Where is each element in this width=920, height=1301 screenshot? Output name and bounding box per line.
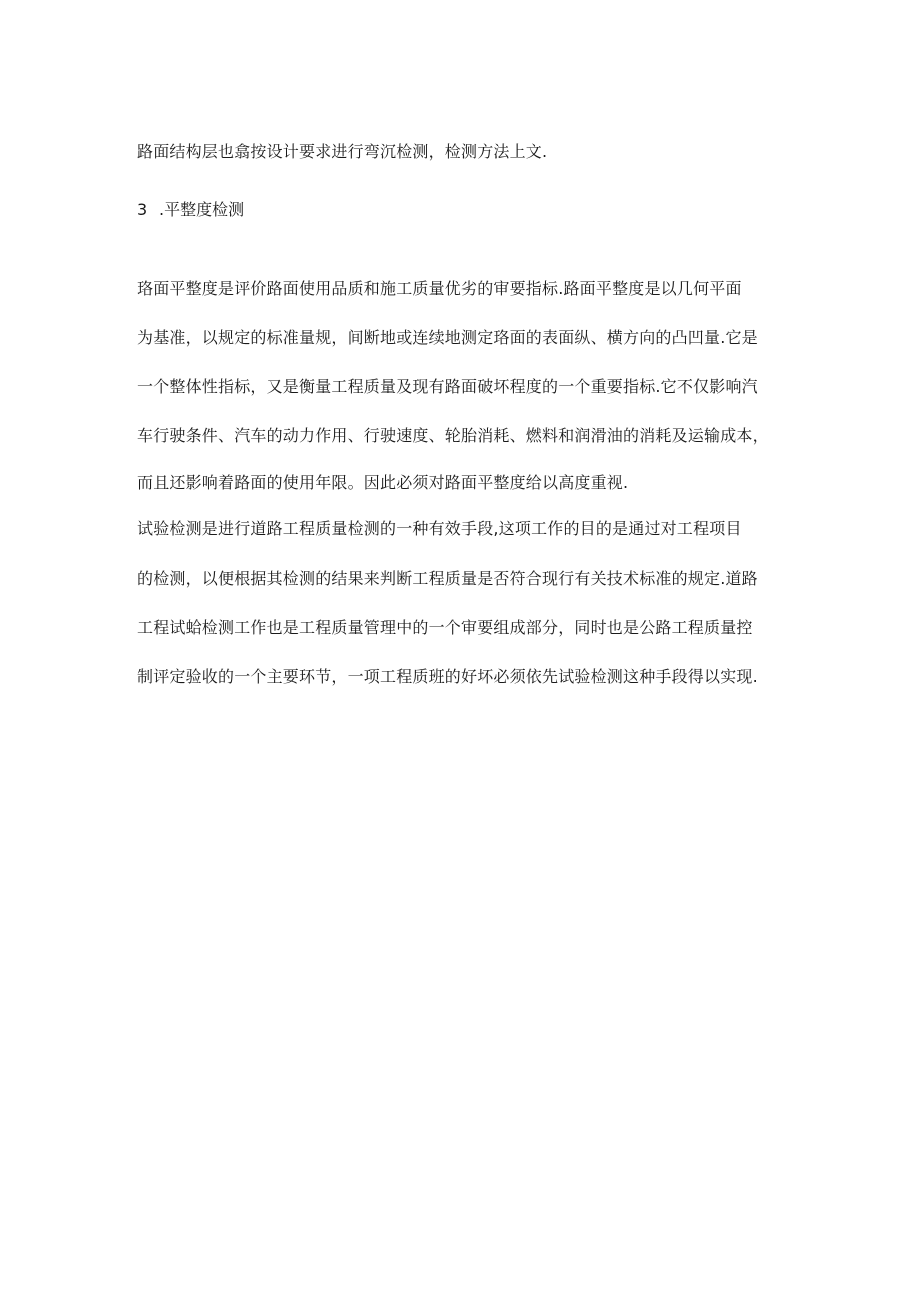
section-heading xyxy=(137,199,244,221)
section-title: .平整度检测 xyxy=(159,200,245,219)
paragraph-line: 的检测，以便根据其检测的结果来判断工程质量是否符合现行有关技术标准的规定.道路 xyxy=(137,569,758,588)
paragraph-line: 工程试蛤检测工作也是工程质量管理中的一个审要组成部分，同时也是公路工程质量控 xyxy=(137,618,753,637)
paragraph-line: 试验检测是进行道路工程质量检测的一种有效手段,这项工作的目的是通过对工程项目 xyxy=(137,519,742,538)
paragraph-line: 为基准，以规定的标准量规，间断地或连续地测定珞面的表面纵、横方向的凸凹量.它是 xyxy=(137,328,758,347)
paragraph-line: 一个整体性指标，又是衡量工程质量及现有路面破坏程度的一个重要指标.它不仅影响汽 xyxy=(137,377,758,396)
paragraph-line: 而且还影响着路面的使用年限。因此必须对路面平整度给以高度重视. xyxy=(137,473,629,492)
section-number: 3 xyxy=(137,200,148,219)
paragraph-line: 珞面平整度是评价路面使用品质和施工质量优劣的审要指标.路面平整度是以几何平面 xyxy=(137,279,742,298)
intro-line: 路面结构层也翕按设计要求进行弯沉检测，检测方法上文. xyxy=(137,142,548,161)
paragraph-line: 制评定验收的一个主要环节，一项工程质班的好坏必须依先试验检测这种手段得以实现. xyxy=(137,667,758,686)
paragraph-line: 车行驶条件、汽车的动力作用、行驶速度、轮胎消耗、燃料和润滑油的消耗及运输成本， xyxy=(137,426,769,445)
